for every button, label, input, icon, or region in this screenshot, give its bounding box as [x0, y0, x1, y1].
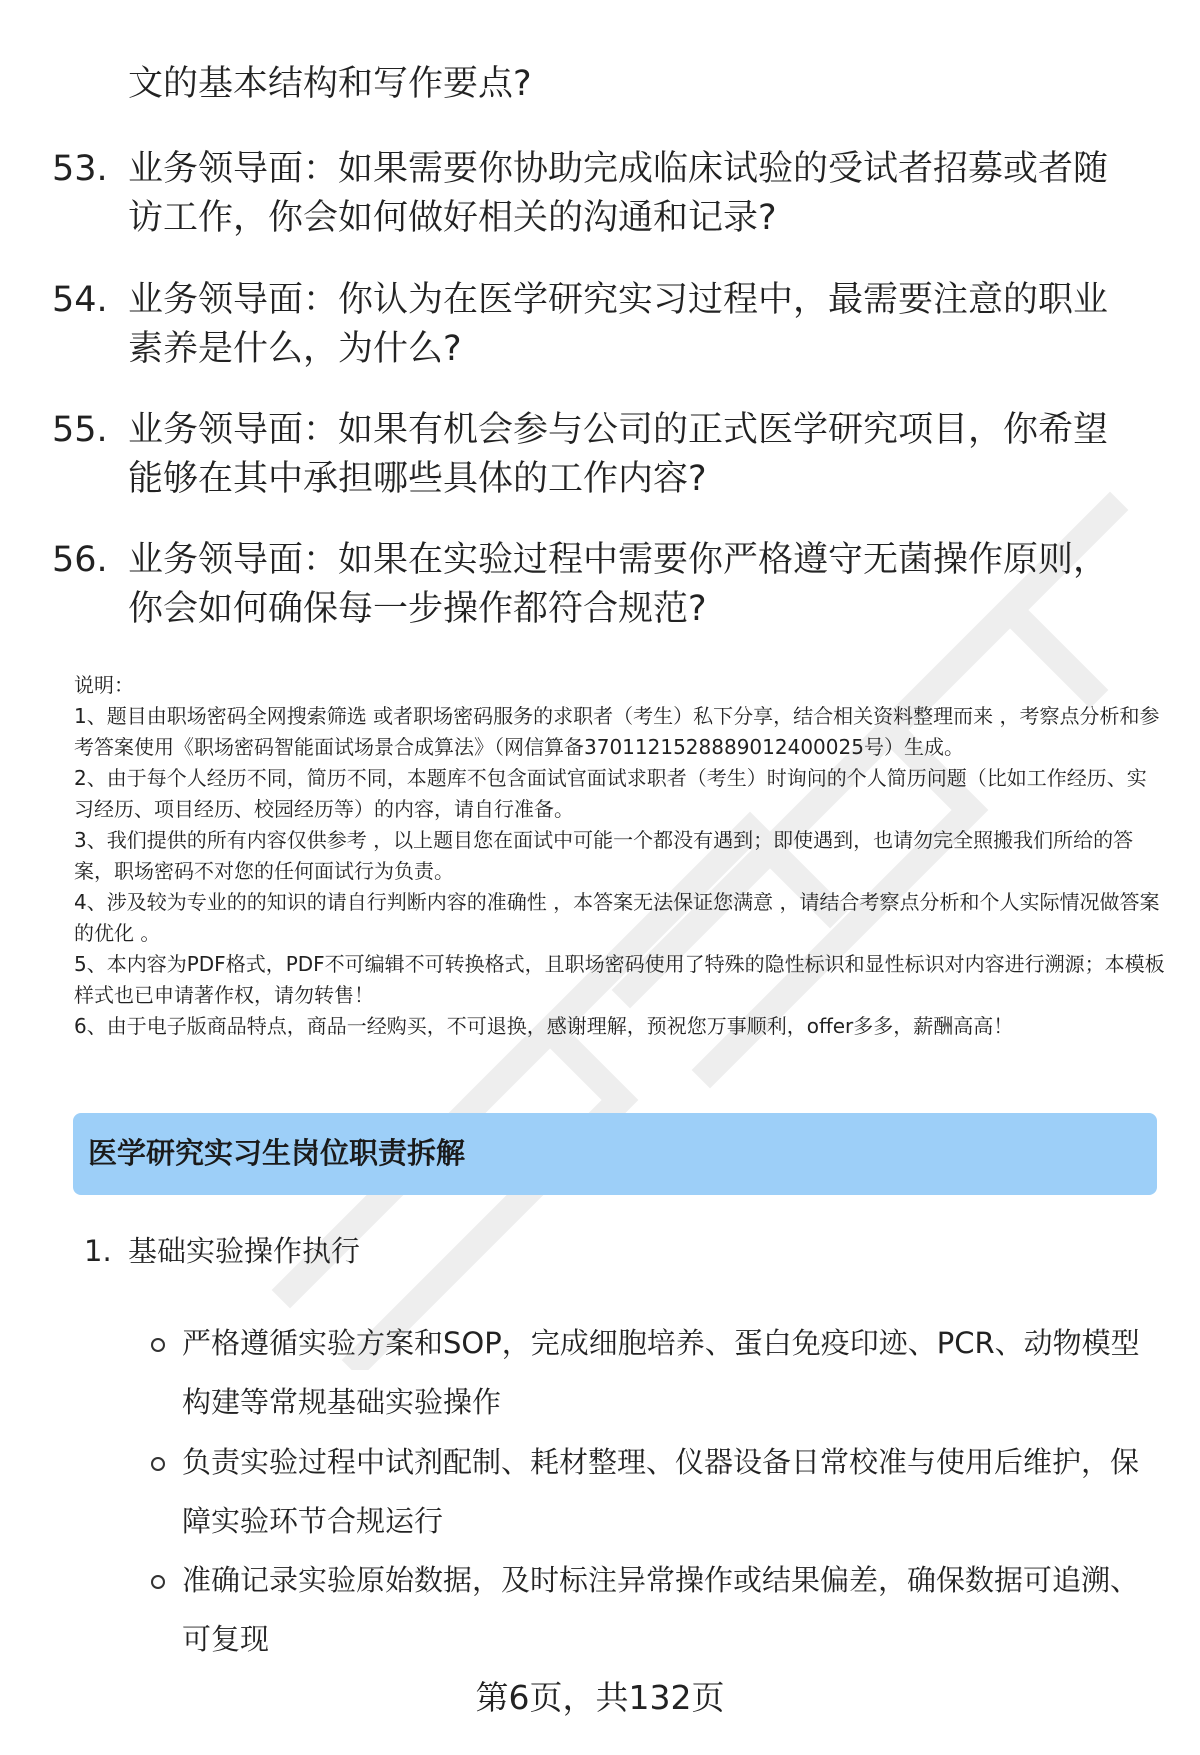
note-item: 4、涉及较为专业的的知识的请自行判断内容的准确性 ，本答案无法保证您满意 ，请结合考察点分析和个人实际情况做答案的优化 。: [74, 890, 1160, 945]
note-item: 6、由于电子版商品特点，商品一经购买，不可退换，感谢理解，预祝您万事顺利，offer多多，薪酬高高！: [74, 1014, 1014, 1038]
duty-bullet-text: 负责实验过程中试剂配制、耗材整理、仪器设备日常校准与使用后维护，保障实验环节合规运行: [182, 1445, 1140, 1538]
question-number: 54.: [52, 280, 108, 320]
question-item: [52, 406, 1142, 504]
question-text: 业务领导面：如果需要你协助完成临床试验的受试者招募或者随访工作，你会如何做好相关的沟通和记录?: [128, 149, 1109, 238]
page-number-footer: 第6页，共132页: [475, 1678, 725, 1717]
duty-bullet-item: [182, 1433, 1152, 1551]
question-item: [52, 145, 1142, 243]
note-item: 3、我们提供的所有内容仅供参考 ，以上题目您在面试中可能一个都没有遇到；即使遇到，也请勿完全照搬我们所给的答案，职场密码不对您的任何面试行为负责。: [74, 828, 1134, 883]
section-title: 医学研究实习生岗位职责拆解: [88, 1136, 466, 1170]
question-item: [52, 276, 1142, 374]
question-number: 55.: [52, 410, 108, 450]
duty-title: 基础实验操作执行: [128, 1234, 361, 1268]
note-item: 1、题目由职场密码全网搜索筛选 或者职场密码服务的求职者（考生）私下分享，结合相关资料整理而来 ，考察点分析和参考答案使用《职场密码智能面试场景合成算法》（网信算备3701121528889012400025号）生成。: [74, 704, 1160, 759]
question-item: [52, 536, 1142, 634]
question-text: 业务领导面：如果有机会参与公司的正式医学研究项目，你希望能够在其中承担哪些具体的工作内容?: [128, 410, 1109, 499]
hollow-circle-bullet-icon: [151, 1457, 165, 1471]
duty-bullet-text: 严格遵循实验方案和SOP，完成细胞培养、蛋白免疫印迹、PCR、动物模型构建等常规基础实验操作: [182, 1326, 1140, 1419]
duty-bullet-item: [182, 1551, 1152, 1669]
question-number: 53.: [52, 149, 108, 189]
duty-bullet-text: 准确记录实验原始数据，及时标注异常操作或结果偏差，确保数据可追溯、可复现: [182, 1563, 1140, 1656]
hollow-circle-bullet-icon: [151, 1338, 165, 1352]
duty-heading: [84, 1231, 360, 1271]
note-item: 5、本内容为PDF格式，PDF不可编辑不可转换格式，且职场密码使用了特殊的隐性标识和显性标识对内容进行溯源；本模板样式也已申请著作权，请勿转售！: [74, 952, 1165, 1007]
question-text: 业务领导面：你认为在医学研究实习过程中，最需要注意的职业素养是什么，为什么?: [128, 280, 1109, 369]
question-text: 业务领导面：如果在实验过程中需要你严格遵守无菌操作原则，你会如何确保每一步操作都符合规范?: [128, 540, 1109, 629]
disclaimer-notes: [74, 670, 1166, 1042]
note-item: 2、由于每个人经历不同，简历不同，本题库不包含面试官面试求职者（考生）时询问的个人简历问题（比如工作经历、实习经历、项目经历、校园经历等）的内容，请自行准备。: [74, 766, 1147, 821]
section-header-bar: [73, 1113, 1157, 1195]
hollow-circle-bullet-icon: [151, 1575, 165, 1589]
question-number: 56.: [52, 540, 108, 580]
duty-number: 1.: [84, 1234, 112, 1268]
question-continuation-text: 文的基本结构和写作要点?: [128, 64, 532, 104]
duty-bullet-item: [182, 1314, 1152, 1432]
notes-heading: 说明：: [74, 673, 134, 697]
